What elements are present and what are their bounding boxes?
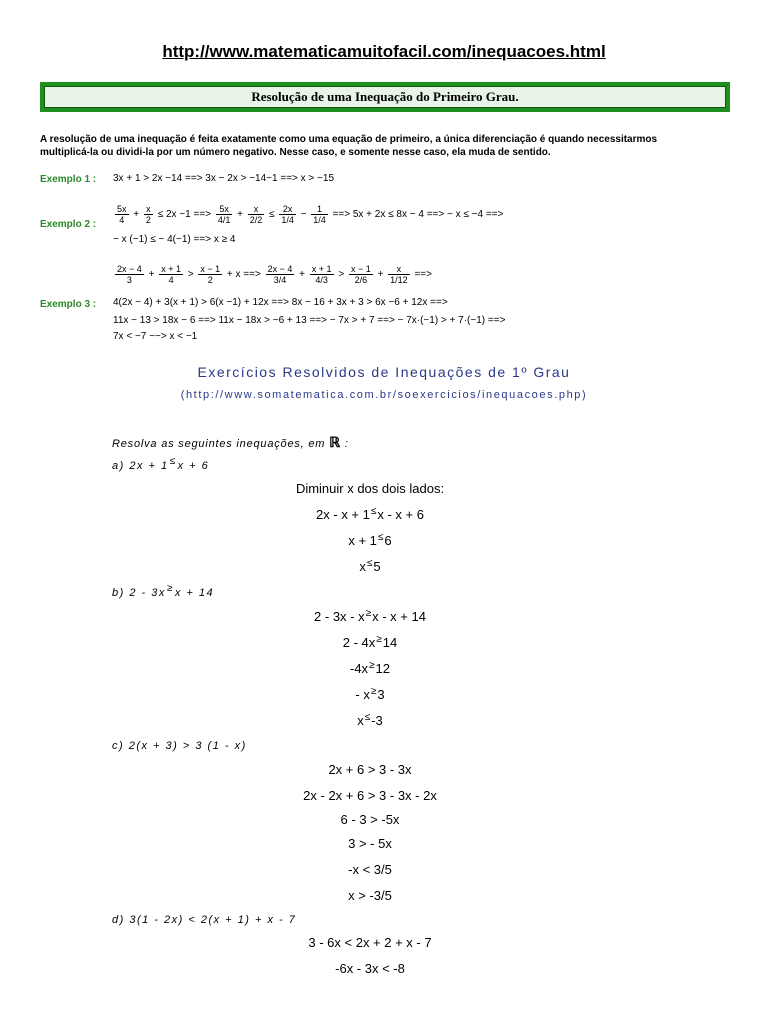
step-d-1: 3 - 6x < 2x + 2 + x - 7 (308, 935, 432, 950)
banner-title: Resolução de uma Inequação do Primeiro Grau. (44, 86, 726, 108)
step-c-5: -x < 3/5 (348, 862, 392, 877)
example-3-line-3: 11x − 13 > 18x − 6 ==> 11x − 18x > −6 + 13 ==> − 7x > + 7 ==> − 7x·(−1) > + 7·(−1) ==> (113, 315, 506, 326)
fraction: $\frac{x}{2/2}$ (249, 204, 263, 225)
example-3-line-1: $\frac{2x - 4}{3}$ + $\frac{x + 1}{4}$ > $\frac{x - 1}{2}$ + x ==> $\frac{2x - 4}{3/4}$ + $\frac{x + 1}{4/3}$ > $\frac{x - 1}{2/6}$ + $\frac{x}{1/12}$ ==> (117, 264, 432, 285)
exercises-title: Exercícios Resolvidos de Inequações de 1º Grau (197, 364, 571, 380)
intro-paragraph (40, 133, 740, 159)
fraction: $\frac{x}{2}$ (145, 204, 151, 225)
example-3-line-4: 7x < −7 −−> x < −1 (113, 331, 198, 342)
fraction: $\frac{x + 1}{4}$ (161, 264, 181, 285)
step-a-4: x≤5 (359, 558, 381, 574)
problem-d: d) 3(1 - 2x) < 2(x + 1) + x - 7 (112, 914, 297, 926)
problem-b: b) 2 - 3x≥x + 14 (112, 583, 215, 599)
step-d-2: -6x - 3x < -8 (335, 961, 405, 976)
step-c-6: x > -3/5 (348, 888, 392, 903)
intro-line-1: A resolução de uma inequação é feita exatamente como uma equação de primeiro, a única diferenciação é quando necessitarmos (40, 134, 658, 145)
title-banner (40, 82, 730, 112)
exercises-source-link[interactable]: (http://www.somatematica.com.br/soexercicios/inequacoes.php) (180, 389, 588, 401)
fraction: $\frac{x - 1}{2}$ (200, 264, 221, 285)
step-c-1: 2x + 6 > 3 - 3x (328, 762, 412, 777)
fraction: $\frac{2x - 4}{3}$ (117, 264, 142, 285)
step-c-4: 3 > - 5x (348, 836, 392, 851)
step-b-3: -4x≥12 (349, 660, 391, 676)
step-b-1: 2 - 3x - x≥x - x + 14 (314, 608, 426, 624)
problem-a: a) 2x + 1≤x + 6 (112, 456, 210, 472)
example-2-line-1: $\frac{5x}{4}$ + $\frac{x}{2}$ ≤ 2x −1 ==> $\frac{5x}{4/1}$ + $\frac{x}{2/2}$ ≤ $\frac{2x}{1/4}$ − $\frac{1}{1/4}$ ==> 5x + 2x ≤ 8x − 4 ==> − x ≤ −4 ==> (117, 204, 504, 225)
intro-line-2: multiplicá-la ou dividi-la por um número negativo. Nesse caso, e somente nesse caso, ela muda de sentido. (40, 147, 551, 158)
fraction: $\frac{2x}{1/4}$ (281, 204, 294, 225)
fraction: $\frac{1}{1/4}$ (313, 204, 326, 225)
example-2-line-2: − x (−1) ≤ − 4(−1) ==> x ≥ 4 (113, 234, 236, 245)
fraction: $\frac{2x - 4}{3/4}$ (267, 264, 293, 285)
example-2-label: Exemplo 2 : (40, 219, 97, 230)
fraction: $\frac{x - 1}{2/6}$ (350, 264, 371, 285)
step-b-5: x≤-3 (357, 712, 383, 728)
example-3-label: Exemplo 3 : (40, 299, 97, 310)
problem-c: c) 2(x + 3) > 3 (1 - x) (112, 740, 247, 752)
step-b-2: 2 - 4x≥14 (342, 634, 398, 650)
fraction: $\frac{5x}{4/1}$ (217, 204, 231, 225)
step-b-4: - x≥3 (355, 686, 385, 702)
example-1-line: 3x + 1 > 2x −14 ==> 3x − 2x > −14−1 ==> x > −15 (113, 173, 335, 184)
reals-symbol: ℝ (329, 434, 342, 450)
step-a-2: 2x - x + 1≤x - x + 6 (316, 506, 424, 522)
fraction: $\frac{x + 1}{4/3}$ (311, 264, 332, 285)
step-a-3: x + 1≤6 (348, 532, 392, 548)
example-3-line-2: 4(2x − 4) + 3(x + 1) > 6(x −1) + 12x ==> 8x − 16 + 3x + 3 > 6x −6 + 12x ==> (113, 297, 448, 308)
step-a-1: Diminuir x dos dois lados: (295, 481, 445, 496)
fraction: $\frac{x}{1/12}$ (390, 264, 408, 285)
example-1-label: Exemplo 1 : (40, 174, 97, 185)
step-c-3: 6 - 3 > -5x (340, 812, 400, 827)
step-c-2: 2x - 2x + 6 > 3 - 3x - 2x (303, 788, 437, 803)
exercises-prompt: Resolva as seguintes inequações, em ℝ : (112, 434, 349, 450)
fraction: $\frac{5x}{4}$ (117, 204, 127, 225)
page-url[interactable]: http://www.matematicamuitofacil.com/inequacoes.html (162, 42, 606, 61)
